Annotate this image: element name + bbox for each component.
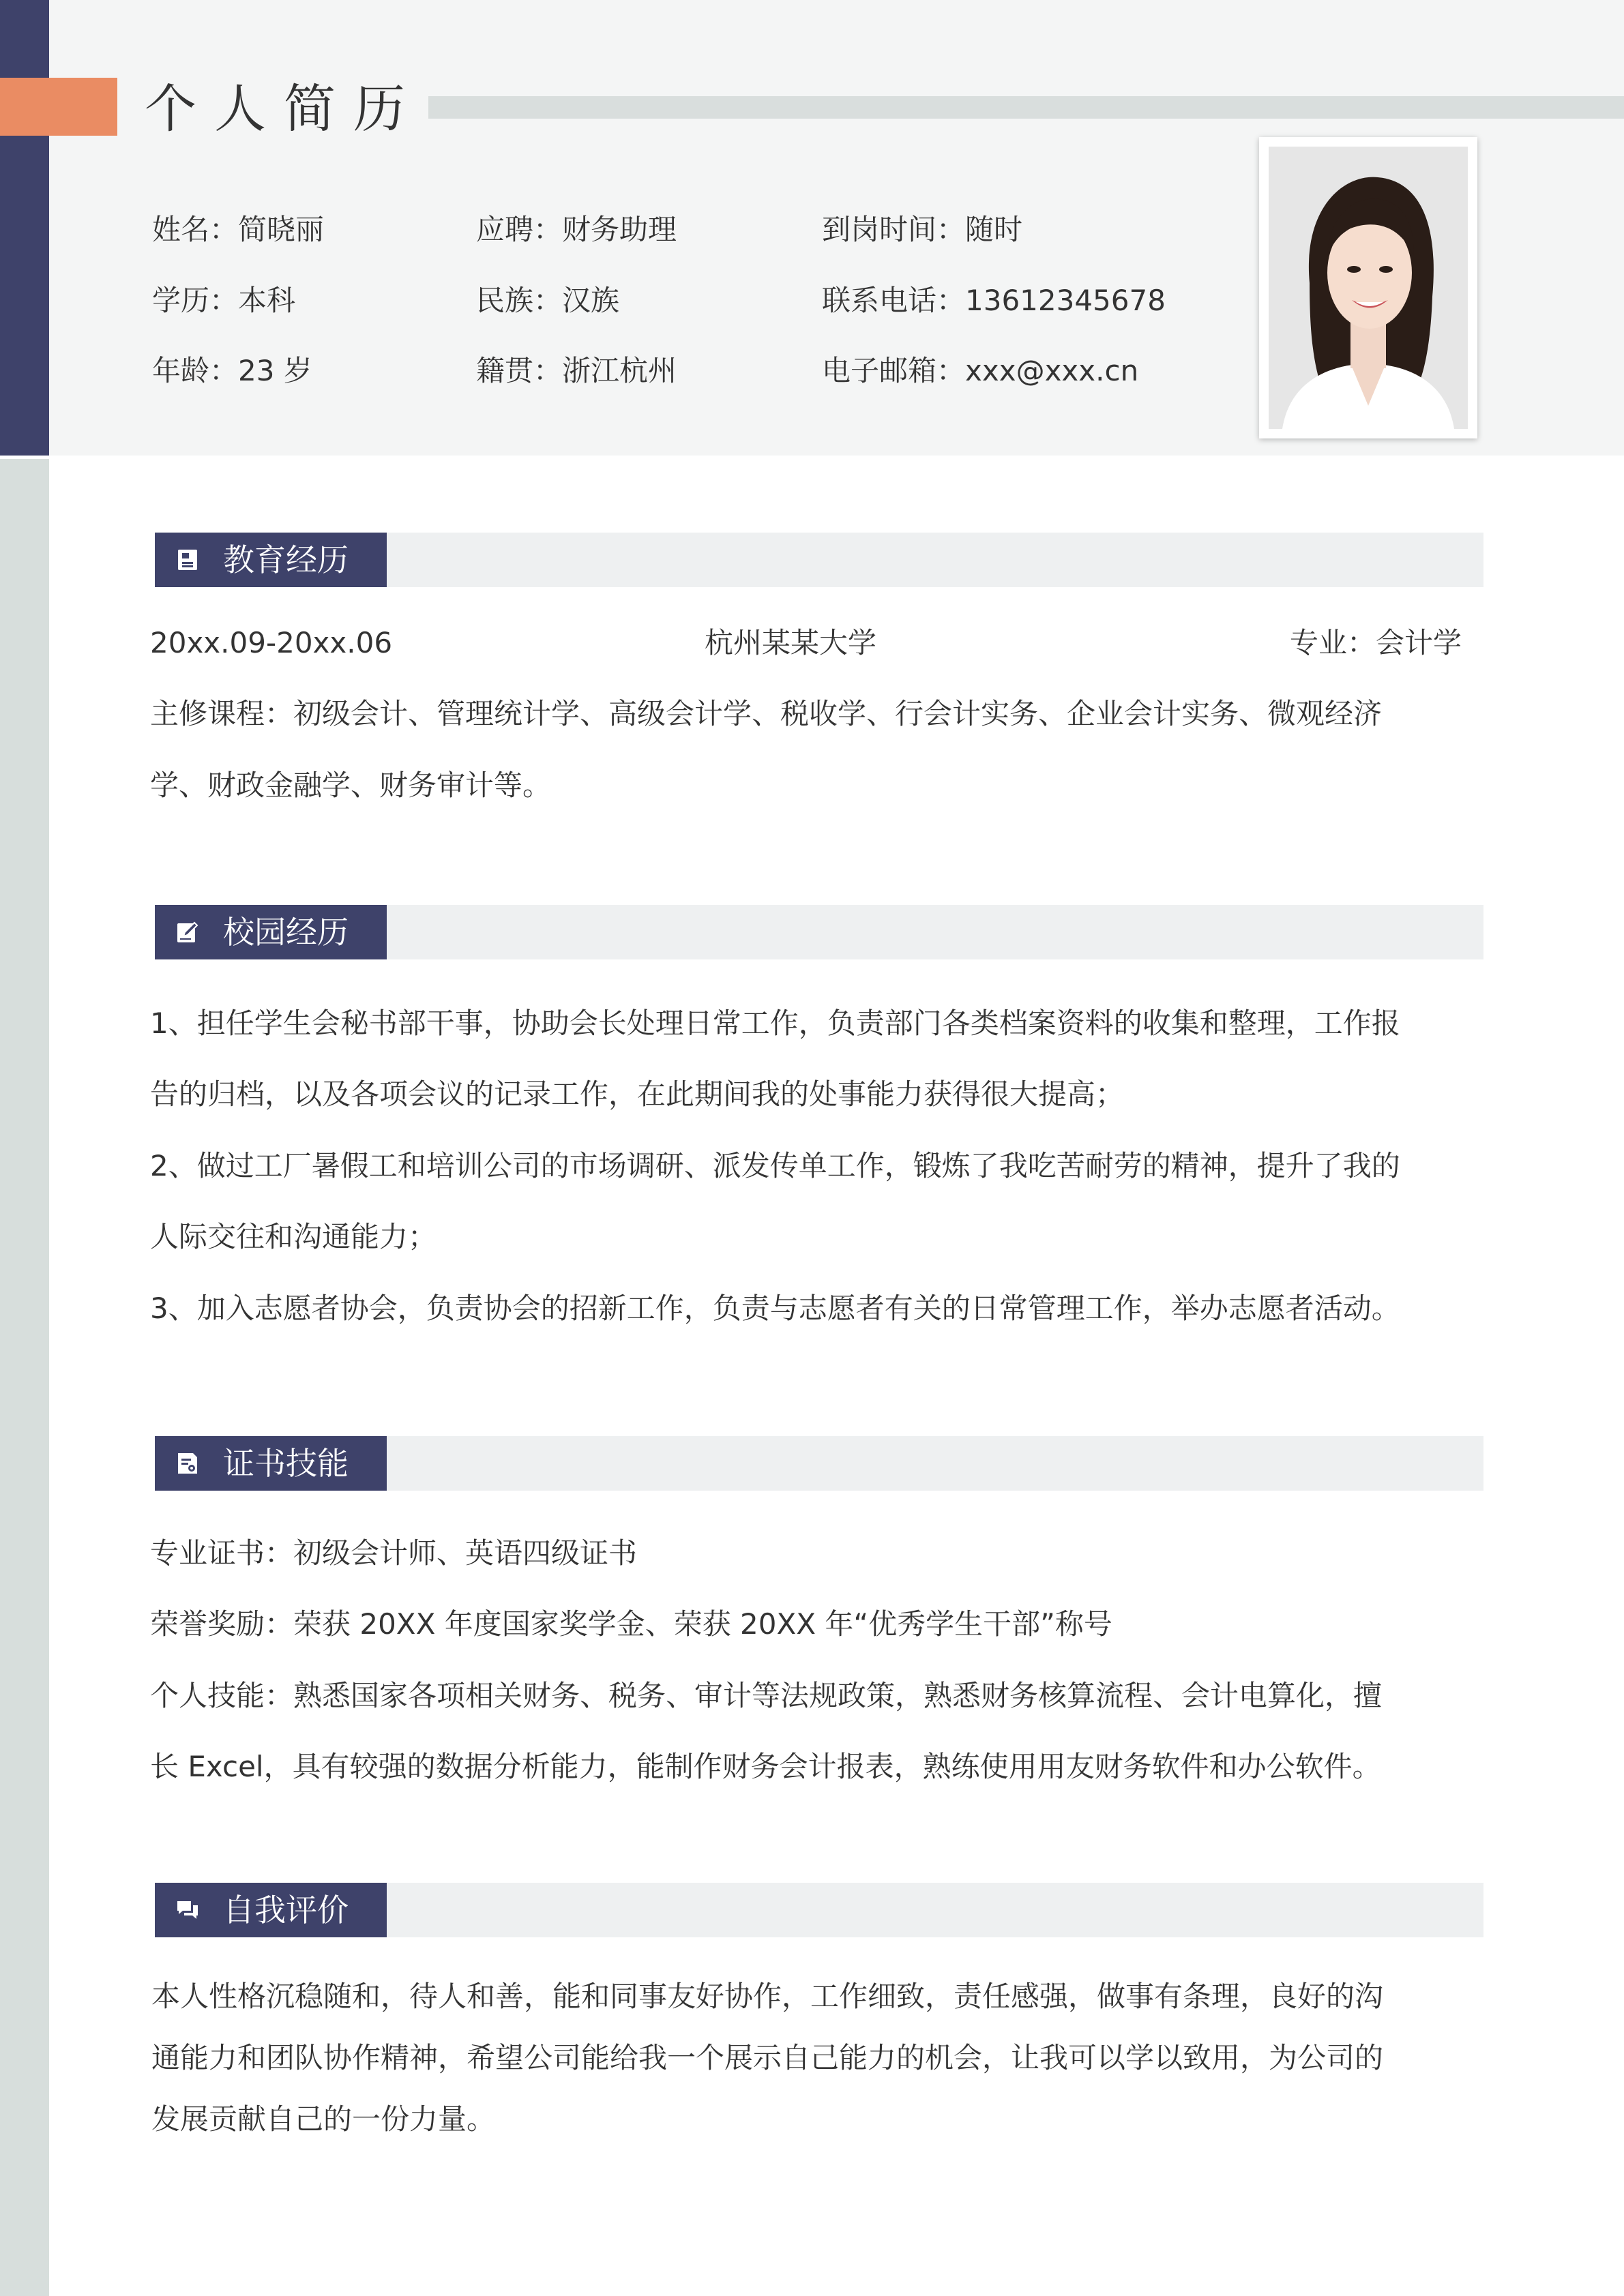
info-phone: 联系电话：13612345678 bbox=[822, 284, 1166, 317]
id-card-icon bbox=[175, 548, 200, 572]
portrait-illustration bbox=[1269, 147, 1468, 429]
info-age: 年龄：23 岁 bbox=[152, 354, 312, 387]
campus-line-1: 1、担任学生会秘书部干事，协助会长处理日常工作，负责部门各类档案资料的收集和整理，工作报 bbox=[150, 1007, 1400, 1040]
info-start-time: 到岗时间：随时 bbox=[822, 213, 1023, 246]
title-accent-tab bbox=[0, 78, 117, 136]
skills-line-3: 个人技能：熟悉国家各项相关财务、税务、审计等法规政策，熟悉财务核算流程、会计电算化，擅 bbox=[150, 1679, 1383, 1712]
education-period: 20xx.09-20xx.06 bbox=[150, 626, 393, 659]
info-name: 姓名：简晓丽 bbox=[152, 213, 325, 246]
info-education: 学历：本科 bbox=[152, 284, 296, 317]
section-campus-title: 校园经历 bbox=[223, 914, 349, 951]
education-courses-line1: 主修课程：初级会计、管理统计学、高级会计学、税收学、行会计实务、企业会计实务、微观经济 bbox=[150, 697, 1383, 730]
campus-line-4: 人际交往和沟通能力； bbox=[150, 1220, 437, 1253]
education-courses-line2: 学、财政金融学、财务审计等。 bbox=[150, 769, 552, 802]
info-hometown: 籍贯：浙江杭州 bbox=[476, 354, 677, 387]
self-eval-line-3: 发展贡献自己的一份力量。 bbox=[151, 2102, 496, 2136]
left-accent-bar-dark bbox=[0, 0, 49, 456]
section-education-label bbox=[155, 533, 387, 587]
title-divider-line bbox=[428, 96, 1624, 119]
edit-icon bbox=[175, 920, 200, 944]
section-self-eval-title: 自我评价 bbox=[223, 1892, 349, 1928]
certificate-icon bbox=[175, 1451, 200, 1476]
section-campus-label bbox=[155, 905, 387, 959]
info-ethnicity: 民族：汉族 bbox=[476, 284, 620, 317]
profile-photo bbox=[1269, 147, 1468, 429]
campus-line-5: 3、加入志愿者协会，负责协会的招新工作，负责与志愿者有关的日常管理工作，举办志愿者活动。 bbox=[150, 1292, 1400, 1325]
info-email: 电子邮箱：xxx@xxx.cn bbox=[822, 354, 1139, 387]
section-skills-label bbox=[155, 1436, 387, 1491]
education-major: 专业：会计学 bbox=[1290, 626, 1462, 659]
skills-line-2: 荣誉奖励：荣获 20XX 年度国家奖学金、荣获 20XX 年“优秀学生干部”称号 bbox=[150, 1607, 1112, 1641]
section-self-eval-label bbox=[155, 1883, 387, 1937]
section-education-header bbox=[155, 533, 1483, 587]
profile-photo-frame bbox=[1259, 137, 1477, 438]
section-self-eval-header bbox=[155, 1883, 1483, 1937]
campus-line-2: 告的归档，以及各项会议的记录工作，在此期间我的处事能力获得很大提高； bbox=[150, 1077, 1125, 1111]
campus-line-3: 2、做过工厂暑假工和培训公司的市场调研、派发传单工作，锻炼了我吃苦耐劳的精神，提升了我的 bbox=[150, 1149, 1400, 1182]
section-education-title: 教育经历 bbox=[223, 541, 349, 578]
section-skills-header bbox=[155, 1436, 1483, 1491]
section-skills-title: 证书技能 bbox=[223, 1445, 349, 1482]
section-campus-header bbox=[155, 905, 1483, 959]
chat-icon bbox=[175, 1898, 200, 1922]
self-eval-line-2: 通能力和团队协作精神，希望公司能给我一个展示自己能力的机会，让我可以学以致用，为公司的 bbox=[151, 2041, 1384, 2074]
self-eval-line-1: 本人性格沉稳随和，待人和善，能和同事友好协作，工作细致，责任感强，做事有条理，良好的沟 bbox=[151, 1980, 1384, 2013]
skills-line-1: 专业证书：初级会计师、英语四级证书 bbox=[150, 1536, 638, 1570]
education-school: 杭州某某大学 bbox=[705, 626, 877, 659]
page-title: 个人简历 bbox=[145, 78, 423, 139]
left-accent-bar-light bbox=[0, 459, 49, 2296]
skills-line-4: 长 Excel，具有较强的数据分析能力，能制作财务会计报表，熟练使用用友财务软件和办公软件。 bbox=[150, 1750, 1381, 1783]
info-position: 应聘：财务助理 bbox=[476, 213, 677, 246]
